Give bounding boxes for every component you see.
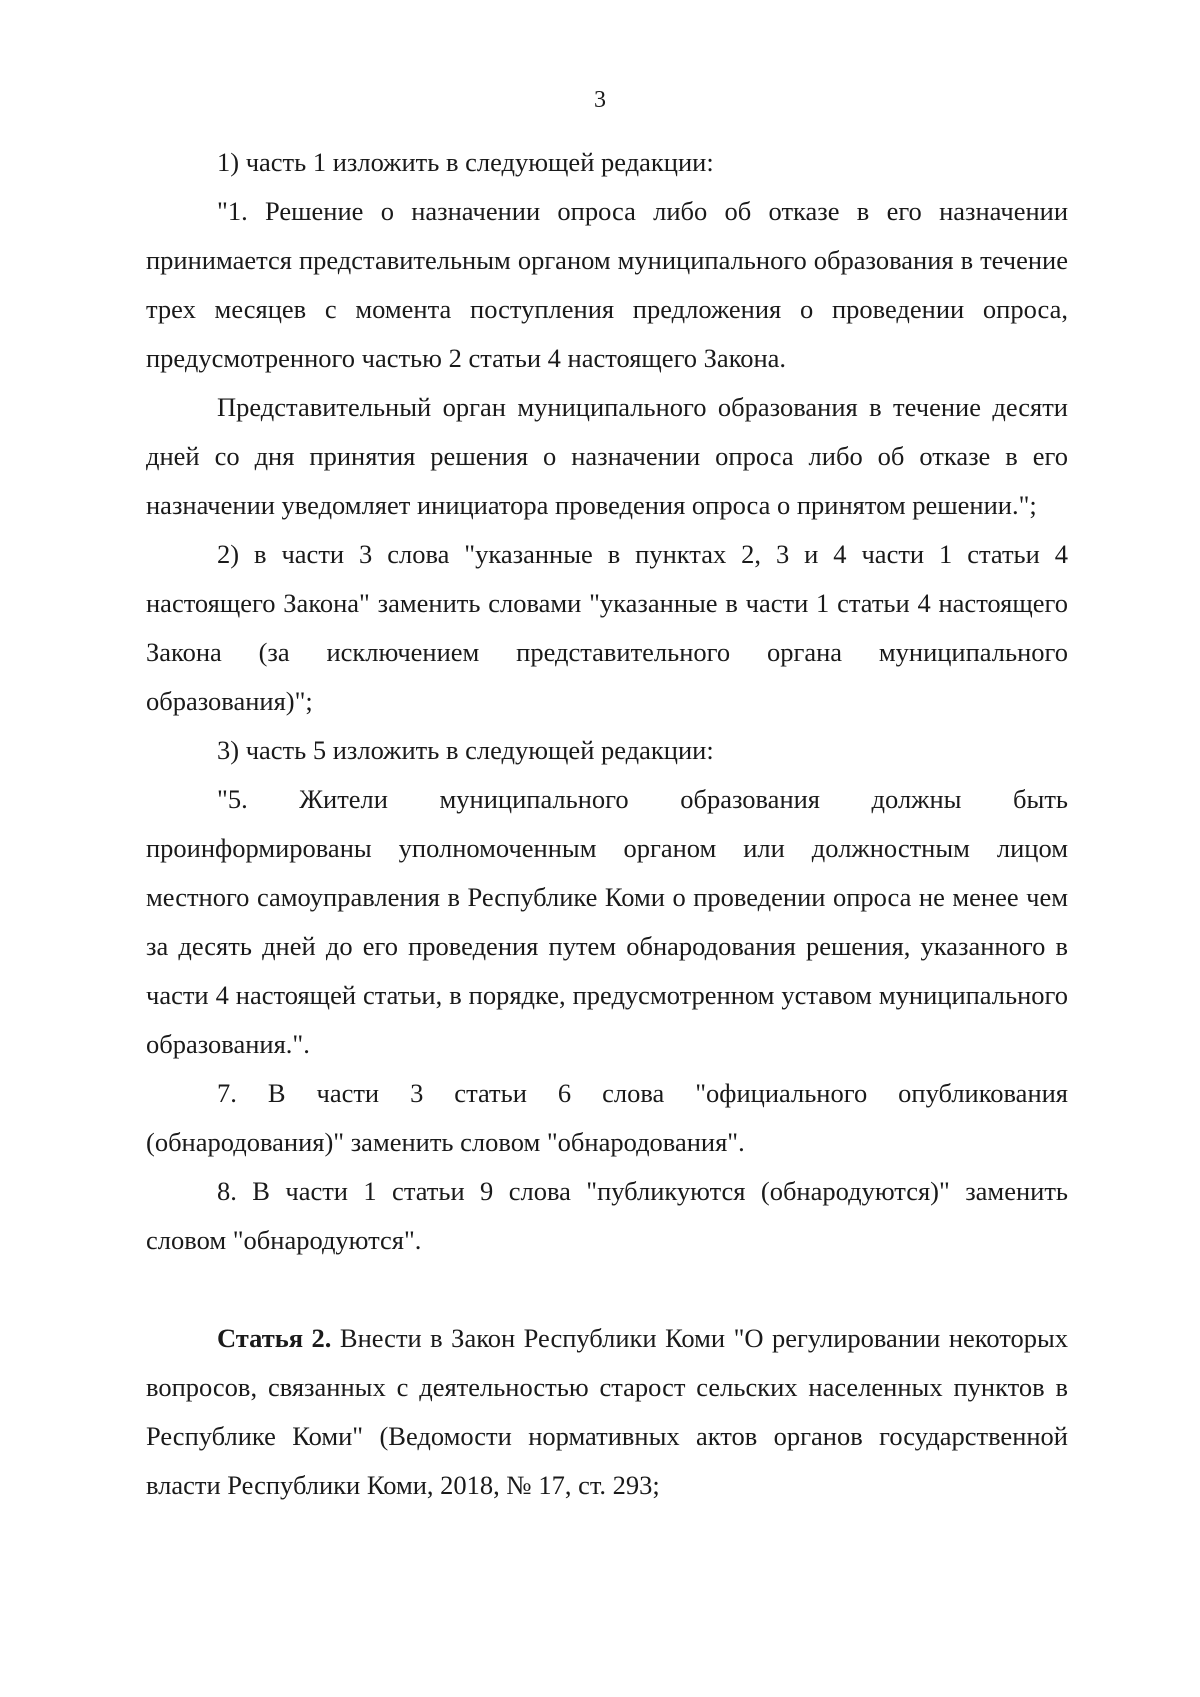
page-number: 3: [594, 87, 606, 113]
article-2-text: Внести в Закон Республики Коми "О регулировании некоторых вопросов, связанных с деятельностью старост сельских населенных пунктов в Республике Коми" (Ведомости нормативных актов органов государственной власти Республики Коми, 2018, № 17, ст. 293;: [146, 1323, 1069, 1500]
paragraph-item-2: 2) в части 3 слова "указанные в пунктах 2, 3 и 4 части 1 статьи 4 настоящего Закона" заменить словами "указанные в части 1 статьи 4 настоящего Закона (за исключением представительного органа муниципального образования)";: [146, 539, 1068, 716]
article-2-paragraph: [146, 1314, 1068, 1510]
article-2-heading: Статья 2.: [217, 1323, 332, 1353]
document-body: [146, 138, 1068, 1510]
paragraph-quote-part-1: "1. Решение о назначении опроса либо об отказе в его назначении принимается представительным органом муниципального образования в течение трех месяцев с момента поступления предложения о проведении опроса, предусмотренного частью 2 статьи 4 настоящего Закона.: [146, 196, 1068, 373]
paragraph-point-8: 8. В части 1 статьи 9 слова "публикуются (обнародуются)" заменить словом "обнародуются".: [146, 1176, 1068, 1255]
paragraph-item-1: 1) часть 1 изложить в следующей редакции:: [217, 147, 714, 177]
paragraph-representative-body: Представительный орган муниципального образования в течение десяти дней со дня принятия решения о назначении опроса либо об отказе в его назначении уведомляет инициатора проведения опроса о принятом решении.";: [146, 392, 1068, 520]
paragraph-point-7: 7. В части 3 статьи 6 слова "официального опубликования (обнародования)" заменить словом "обнародования".: [146, 1078, 1068, 1157]
paragraph-item-3: 3) часть 5 изложить в следующей редакции:: [217, 735, 714, 765]
paragraph-quote-part-5: "5. Жители муниципального образования должны быть проинформированы уполномоченным органом или должностным лицом местного самоуправления в Республике Коми о проведении опроса не менее чем за десять дней до его проведения путем обнародования решения, указанного в части 4 настоящей статьи, в порядке, предусмотренном уставом муниципального образования.".: [146, 784, 1068, 1059]
